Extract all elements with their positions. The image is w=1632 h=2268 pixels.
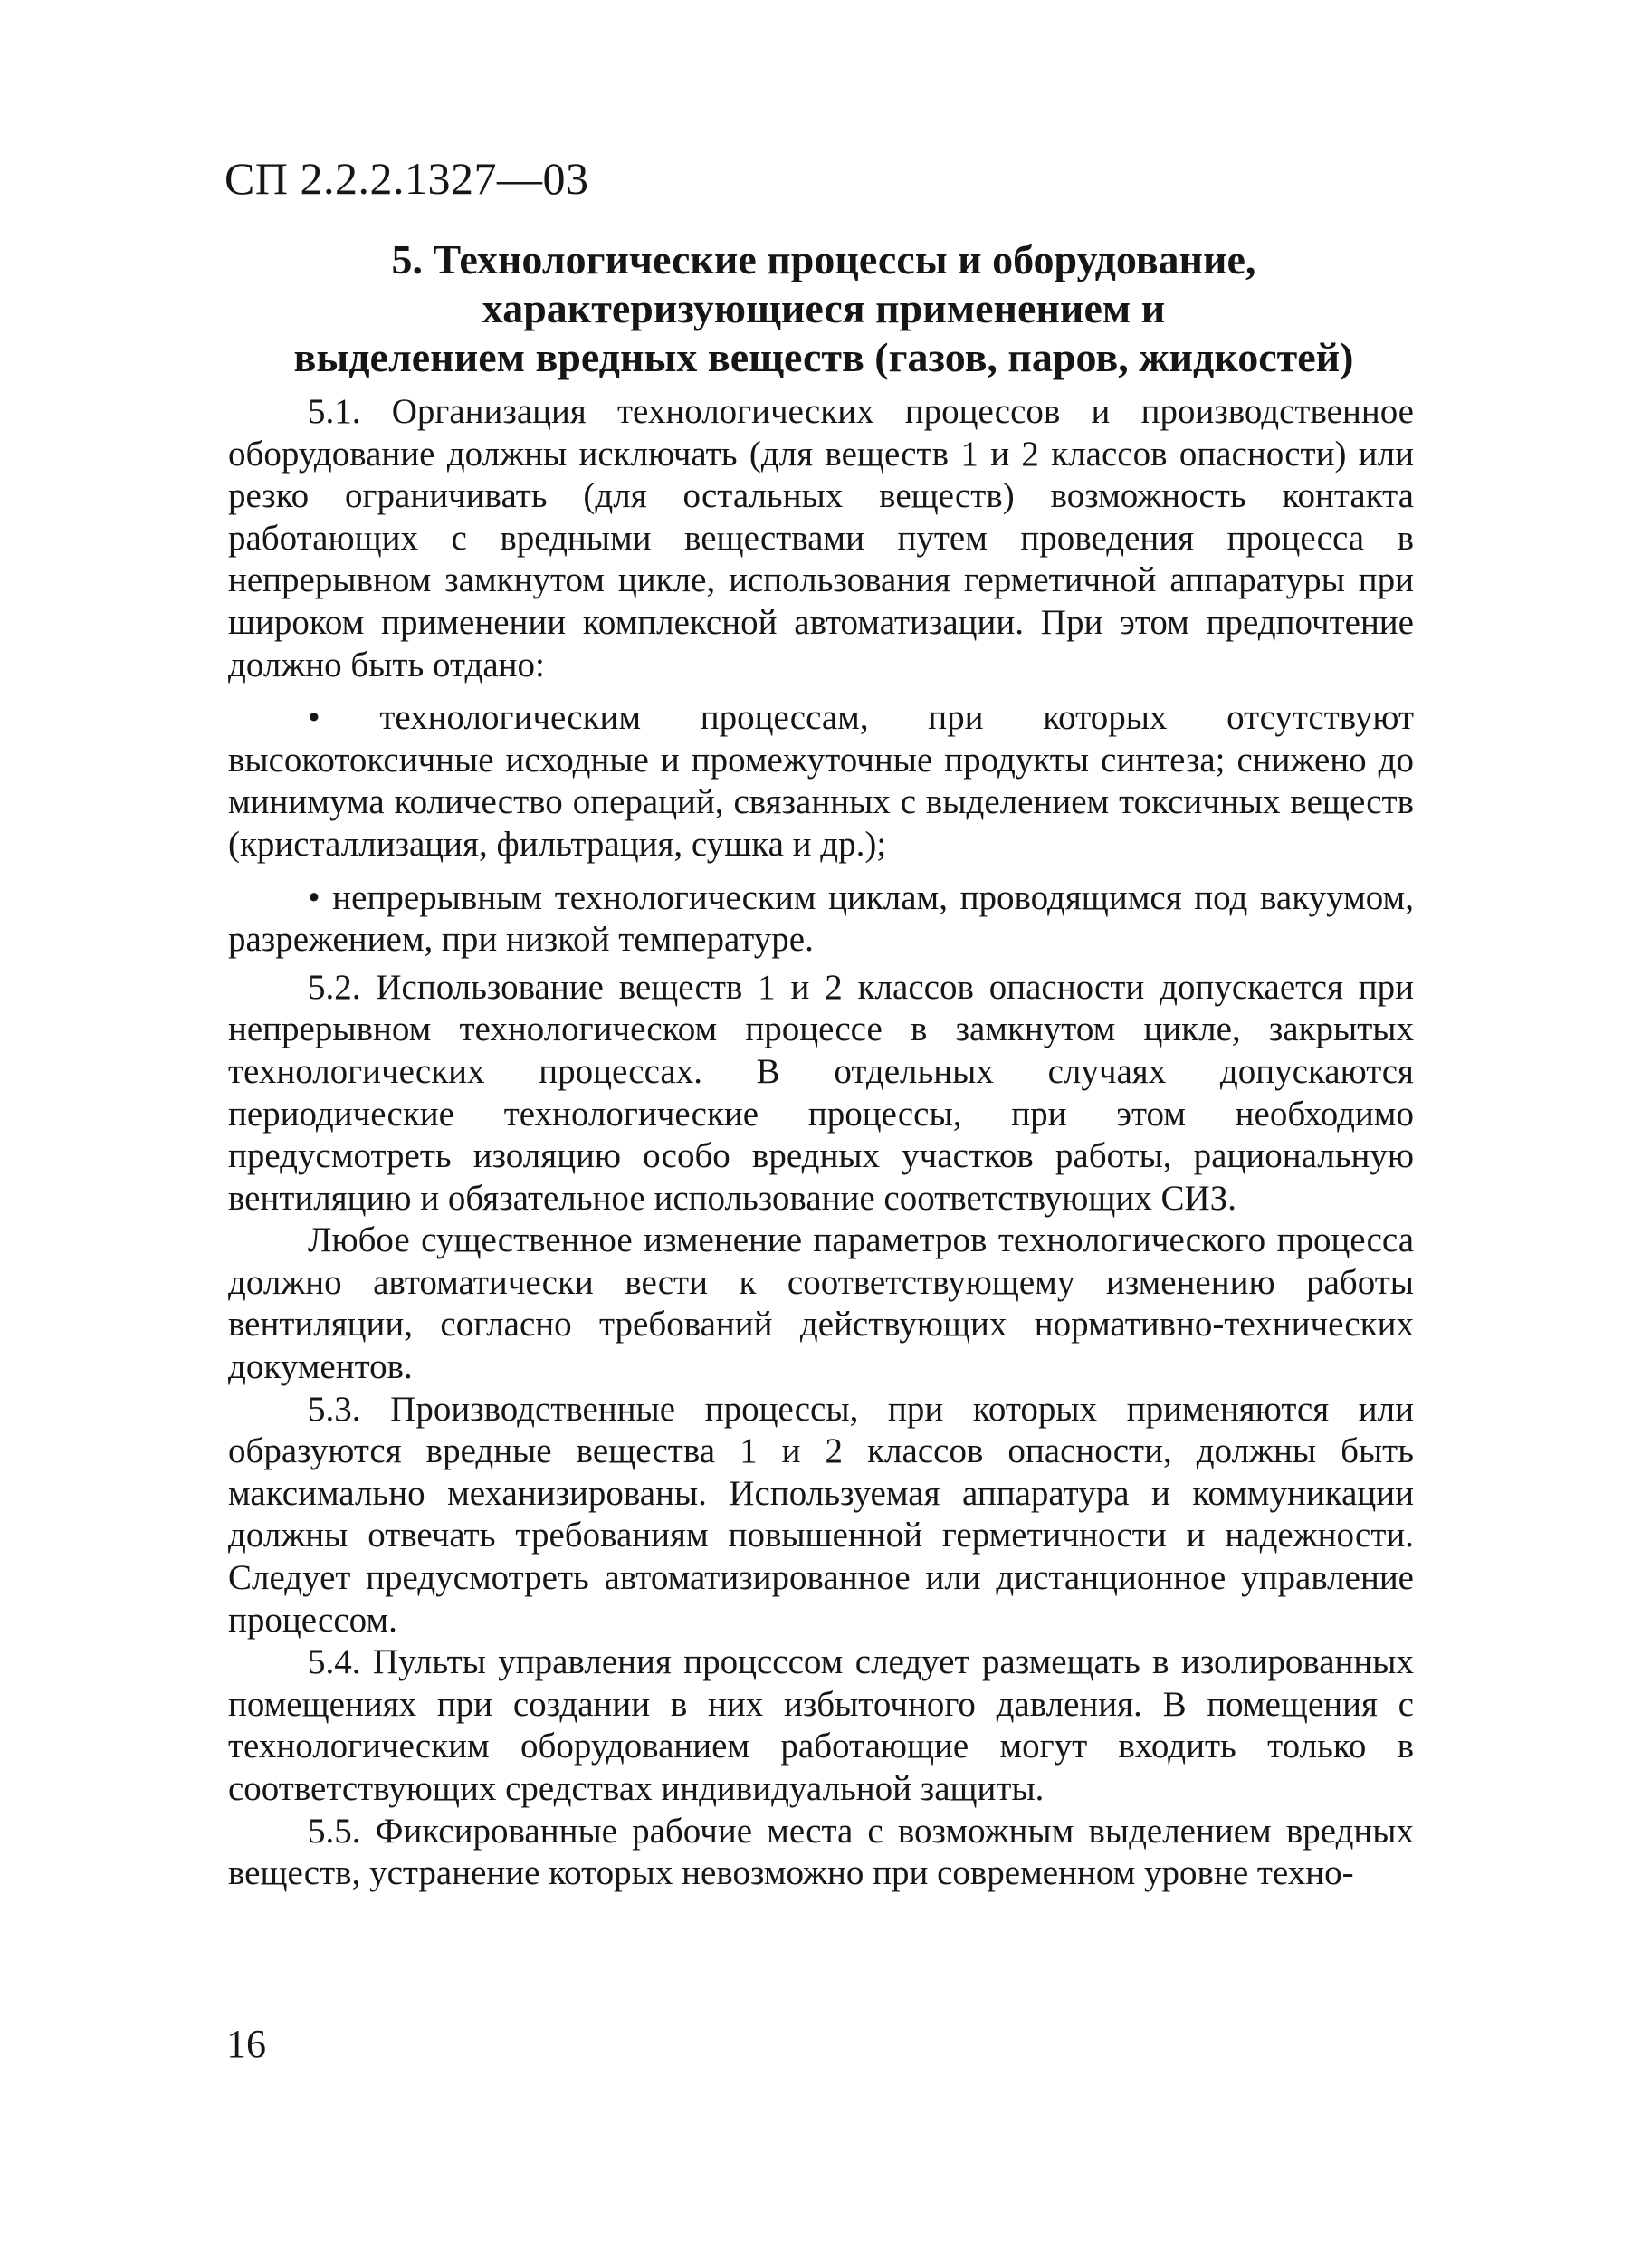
paragraph-5-2: 5.2. Использование веществ 1 и 2 классов опасности допускается при непрерывном технологическом процессе в замкнутом цикле, закрытых технологических процессах. В отдельных случаях допускаются периодические технологические процессы, при этом необходимо предусмотреть изоляцию особо вредных участков работы, рациональную вентиляцию и обязательное использование соответствующих СИЗ. [228, 967, 1414, 1218]
document-code: СП 2.2.2.1327—03 [224, 153, 589, 204]
paragraph-5-1: 5.1. Организация технологических процессов и производственное оборудование должны исключать (для веществ 1 и 2 классов опасности) или резко ограничивать (для остальных веществ) возможность контакта работающих с вредными веществами путем проведения процесса в непрерывном замкнутом цикле, использования герметичной аппаратуры при широком применении комплексной автоматизации. При этом предпочтение должно быть отдано: [228, 392, 1414, 684]
bullet-item: • технологическим процессам, при которых отсутствуют высокотоксичные исходные и промежуточные продукты синтеза; снижено до минимума количество операций, связанных с выделением токсичных веществ (кристаллизация, фильтрация, сушка и др.); [228, 698, 1414, 864]
section-title-line: 5. Технологические процессы и оборудование, [391, 236, 1256, 282]
section-title-line: выделением вредных веществ (газов, паров, жидкостей) [293, 334, 1354, 380]
body-text [228, 391, 1414, 1895]
section-title [226, 235, 1421, 382]
paragraph-5-4: 5.4. Пульты управления процсссом следует размещать в изолированных помещениях при создании в них избыточного давления. В помещения с технологическим оборудованием работающие могут входить только в соответствующих средствах индивидуальной защиты. [228, 1642, 1414, 1808]
bullet-item: • непрерывным технологическим циклам, проводящимся под вакуумом, разрежением, при низкой температуре. [228, 877, 1414, 960]
paragraph-ventilation: Любое существенное изменение параметров технологического процесса должно автоматически вести к соответствующему изменению работы вентиляции, согласно требований действующих нормативно-технических документов. [228, 1220, 1414, 1387]
section-title-line: характеризующиеся применением и [482, 285, 1166, 331]
paragraph-5-3: 5.3. Производственные процессы, при которых применяются или образуются вредные вещества 1 и 2 классов опасности, должны быть максимально механизированы. Используемая аппаратура и коммуникации должны отвечать требованиям повышенной герметичности и надежности. Следует предусмотреть автоматизированное или дистанционное управление процессом. [228, 1389, 1414, 1640]
paragraph-5-5: 5.5. Фиксированные рабочие места с возможным выделением вредных веществ, устранение которых невозможно при современном уровне техно- [228, 1811, 1414, 1893]
page-number: 16 [226, 2022, 266, 2066]
